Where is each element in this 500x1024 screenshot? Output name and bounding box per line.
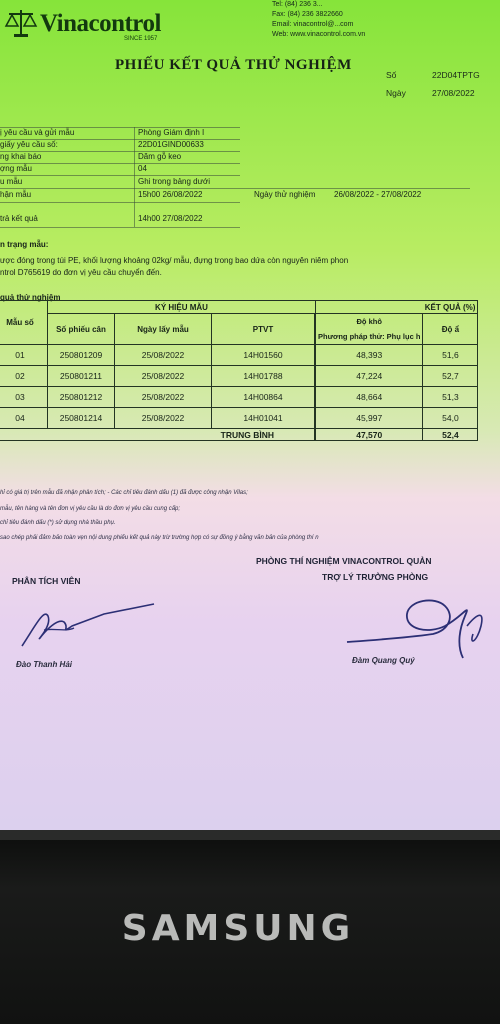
cell-sophieu: 250801212 bbox=[48, 387, 115, 408]
cell-last: 51,6 bbox=[423, 345, 478, 366]
scale-logo-icon bbox=[4, 6, 38, 40]
cell-ngay: 25/08/2022 bbox=[115, 408, 212, 429]
divider bbox=[0, 227, 240, 228]
ngay-value: 27/08/2022 bbox=[432, 88, 475, 98]
cell-dokho: 48,393 bbox=[316, 345, 423, 366]
average-last: 52,4 bbox=[423, 429, 478, 441]
cell-sophieu: 250801211 bbox=[48, 366, 115, 387]
info-value: 22D01GIND00633 bbox=[138, 140, 204, 149]
col-dokho-header bbox=[316, 314, 423, 345]
company-logo bbox=[4, 6, 174, 42]
cell-mau: 01 bbox=[0, 345, 48, 366]
cell-ptvt: 14H00864 bbox=[212, 387, 315, 408]
info-row bbox=[0, 128, 500, 139]
cell-sophieu: 250801214 bbox=[48, 408, 115, 429]
col-ngay-header: Ngày lấy mẫu bbox=[115, 314, 212, 345]
test-date-label: Ngày thử nghiệm bbox=[254, 190, 316, 199]
note-line: chỉ tiêu đánh dấu (*) sử dụng nhà thầu phụ. bbox=[0, 520, 116, 526]
info-row bbox=[0, 164, 500, 175]
cell-mau: 03 bbox=[0, 387, 48, 408]
assistant-signature bbox=[345, 586, 495, 666]
cell-sophieu: 250801209 bbox=[48, 345, 115, 366]
contact-fax: Fax: (84) 236 3822660 bbox=[272, 11, 343, 18]
logo-sub: SINCE 1957 bbox=[124, 36, 158, 42]
info-row bbox=[0, 214, 500, 225]
info-row bbox=[0, 177, 500, 188]
cell-ngay: 25/08/2022 bbox=[115, 387, 212, 408]
info-value: Phòng Giám định I bbox=[138, 128, 205, 137]
divider bbox=[134, 127, 135, 227]
info-label: giấy yêu cầu số: bbox=[0, 140, 58, 149]
contact-info bbox=[272, 0, 365, 40]
monitor-bezel-edge bbox=[0, 830, 500, 840]
info-value: Dăm gỗ keo bbox=[138, 152, 182, 161]
table-subheader-row bbox=[0, 314, 478, 345]
table-row bbox=[0, 345, 478, 366]
table-row bbox=[0, 408, 478, 429]
results-section-label: quả thử nghiệm bbox=[0, 293, 61, 302]
info-label: ng khai báo bbox=[0, 152, 42, 161]
info-row bbox=[0, 140, 500, 151]
cell-last: 52,7 bbox=[423, 366, 478, 387]
cell-dokho: 45,997 bbox=[316, 408, 423, 429]
so-value: 22D04TPTG bbox=[432, 70, 480, 80]
monitor-brand-logo: SAMSUNG bbox=[121, 908, 355, 949]
col-mau-header: Mẫu số bbox=[0, 301, 48, 345]
analyst-title: PHÂN TÍCH VIÊN bbox=[12, 576, 81, 586]
contact-web: Web: www.vinacontrol.com.vn bbox=[272, 31, 366, 38]
cell-ngay: 25/08/2022 bbox=[115, 345, 212, 366]
info-value: 04 bbox=[138, 164, 147, 173]
average-row bbox=[0, 429, 478, 441]
cell-ptvt: 14H01041 bbox=[212, 408, 315, 429]
group-ketqua-header: KẾT QUẢ (%) bbox=[316, 301, 478, 314]
col-ptvt-header: PTVT bbox=[212, 314, 315, 345]
info-value: Ghi trong bảng dưới bbox=[138, 177, 210, 186]
info-value: 14h00 27/08/2022 bbox=[138, 214, 203, 223]
sample-status-line: ược đóng trong túi PE, khối lượng khoảng 02kg/ mẫu, đựng trong bao dứa còn nguyên niêm phon bbox=[0, 256, 349, 265]
info-row bbox=[0, 152, 500, 163]
contact-email: Email: vinacontrol@...com bbox=[272, 21, 354, 28]
divider bbox=[0, 188, 470, 189]
info-label: trả kết quả bbox=[0, 214, 38, 223]
info-value: 15h00 26/08/2022 bbox=[138, 190, 203, 199]
cell-mau: 02 bbox=[0, 366, 48, 387]
note-line: hỉ có giá trị trên mẫu đã nhận phân tích; - Các chỉ tiêu đánh dấu (1) đã được công nhận Vilas; bbox=[0, 490, 248, 496]
table-header-row bbox=[0, 301, 478, 314]
contact-tel: Tel: (84) 236 3... bbox=[272, 1, 323, 8]
cell-ngay: 25/08/2022 bbox=[115, 366, 212, 387]
info-row bbox=[0, 190, 500, 201]
divider bbox=[0, 202, 240, 203]
info-label: ị yêu cầu và gửi mẫu bbox=[0, 128, 75, 137]
cell-last: 54,0 bbox=[423, 408, 478, 429]
sample-status-line: ntrol D765619 do đơn vị yêu cầu chuyển đến. bbox=[0, 268, 162, 277]
assistant-title: TRỢ LÝ TRƯỞNG PHÒNG bbox=[322, 572, 429, 582]
table-row bbox=[0, 387, 478, 408]
col-last-header: Độ ẩ bbox=[423, 314, 478, 345]
cell-dokho: 48,664 bbox=[316, 387, 423, 408]
analyst-name: Đào Thanh Hải bbox=[16, 660, 73, 669]
analyst-signature bbox=[14, 598, 164, 658]
note-line: mẫu, tên hàng và tên đơn vị yêu cầu là do đơn vị yêu cầu cung cấp; bbox=[0, 506, 181, 512]
assistant-name: Đàm Quang Quý bbox=[352, 656, 415, 665]
cell-dokho: 47,224 bbox=[316, 366, 423, 387]
note-line: sao chép phải đảm bảo toàn vẹn nội dung phiếu kết quả này trừ trường hợp có sự đồng ý bằng văn bản của phòng thí n bbox=[0, 535, 319, 541]
col-dokho-label: Độ khô bbox=[356, 317, 382, 326]
cell-ptvt: 14H01788 bbox=[212, 366, 315, 387]
col-dokho-method: Phương pháp thử: Phụ lục h bbox=[318, 332, 421, 341]
info-label: u mẫu bbox=[0, 177, 23, 186]
so-label: Số bbox=[386, 70, 397, 80]
test-date-value: 26/08/2022 - 27/08/2022 bbox=[334, 190, 422, 199]
average-dokho: 47,570 bbox=[316, 429, 423, 441]
lab-org-label: PHÒNG THÍ NGHIỆM VINACONTROL QUẢN bbox=[256, 556, 432, 566]
table-row bbox=[0, 366, 478, 387]
cell-last: 51,3 bbox=[423, 387, 478, 408]
document-title: PHIẾU KẾT QUẢ THỬ NGHIỆM bbox=[115, 57, 352, 73]
divider bbox=[0, 175, 240, 176]
results-table bbox=[0, 300, 478, 441]
cell-ptvt: 14H01560 bbox=[212, 345, 315, 366]
logo-text: Vinacontrol bbox=[40, 10, 161, 37]
average-label: TRUNG BÌNH bbox=[0, 429, 315, 441]
ngay-label: Ngày bbox=[386, 88, 406, 98]
group-kyhieu-header: KÝ HIỆU MẪU bbox=[48, 301, 316, 314]
cell-mau: 04 bbox=[0, 408, 48, 429]
info-label: ợng mẫu bbox=[0, 164, 32, 173]
info-label: hận mẫu bbox=[0, 190, 32, 199]
sample-status-label: n trạng mẫu: bbox=[0, 240, 49, 249]
col-sophieu-header: Số phiếu cân bbox=[48, 314, 115, 345]
